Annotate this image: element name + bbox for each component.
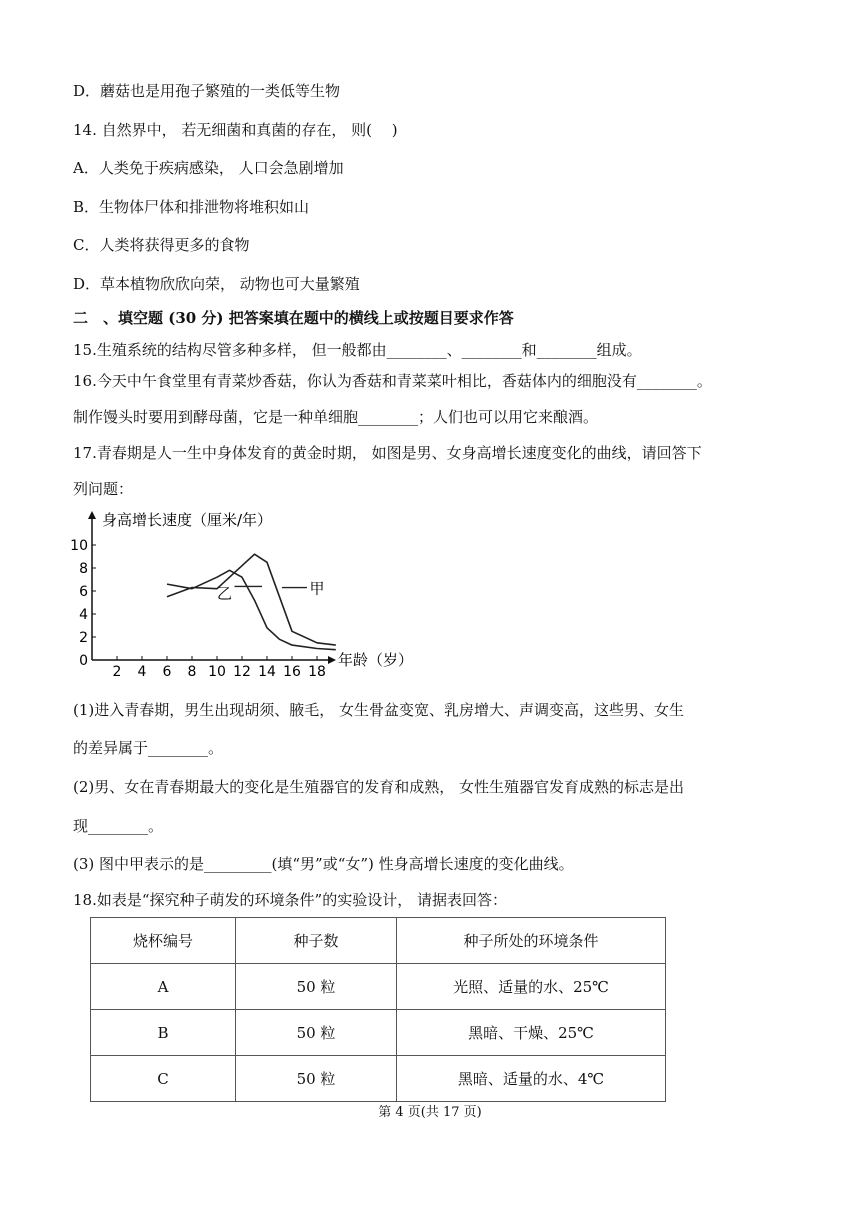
y-tick-label: 2 xyxy=(79,630,88,646)
x-axis-label: 年龄（岁） xyxy=(338,651,414,669)
series-label-yi: 乙 xyxy=(217,584,233,603)
series-label-jia: 甲 xyxy=(309,579,325,598)
question-16-line2: 制作馒头时要用到酵母菌，它是一种单细胞________；人们也可以用它来酿酒。 xyxy=(73,408,599,426)
x-tick-label: 14 xyxy=(258,664,276,680)
option-14a: A．人类免于疾病感染， 人口会急剧增加 xyxy=(73,159,344,177)
table-row xyxy=(91,964,666,1010)
y-axis-label: 身高增长速度（厘米/年） xyxy=(102,511,273,529)
table-cell: 黑暗、适量的水、4℃ xyxy=(397,1056,666,1102)
x-tick-label: 16 xyxy=(283,664,301,680)
option-14c: C．人类将获得更多的食物 xyxy=(73,236,250,254)
y-tick-label: 4 xyxy=(79,607,88,623)
question-17-line1: 17.青春期是人一生中身体发育的黄金时期， 如图是男、女身高增长速度变化的曲线，请回答下 xyxy=(73,444,702,462)
question-17-3: (3) 图中甲表示的是_________(填“男”或“女”) 性身高增长速度的变化曲线。 xyxy=(73,855,574,873)
experiment-table xyxy=(90,917,666,1102)
question-17-1-line2: 的差异属于________。 xyxy=(73,739,224,757)
x-tick-label: 18 xyxy=(308,664,326,680)
x-axis-arrow xyxy=(328,656,336,664)
question-18: 18.如表是“探究种子萌发的环境条件”的实验设计， 请据表回答： xyxy=(73,891,507,909)
table-cell: 光照、适量的水、25℃ xyxy=(397,964,666,1010)
x-tick-label: 12 xyxy=(233,664,251,680)
y-tick-label: 6 xyxy=(79,584,88,600)
question-14: 14. 自然界中， 若无细菌和真菌的存在， 则( ) xyxy=(73,121,398,139)
table-row xyxy=(91,1056,666,1102)
table-cell: 50 粒 xyxy=(236,1056,397,1102)
x-tick-label: 4 xyxy=(137,664,147,680)
header-condition: 种子所处的环境条件 xyxy=(397,918,666,964)
series-line-jia xyxy=(167,554,336,645)
table-cell: C xyxy=(91,1056,236,1102)
x-tick-label: 6 xyxy=(162,664,172,680)
y-axis-arrow xyxy=(88,511,96,519)
table-row xyxy=(91,1010,666,1056)
option-13d: D．蘑菇也是用孢子繁殖的一类低等生物 xyxy=(73,82,341,100)
table-cell: 黑暗、干燥、25℃ xyxy=(397,1010,666,1056)
header-beaker: 烧杯编号 xyxy=(91,918,236,964)
table-header-row xyxy=(91,918,666,964)
height-growth-chart xyxy=(70,505,430,680)
section-2-heading: 二 、填空题 (30 分) 把答案填在题中的横线上或按题目要求作答 xyxy=(73,309,514,327)
table-cell: 50 粒 xyxy=(236,1010,397,1056)
table-cell: B xyxy=(91,1010,236,1056)
question-16-line1: 16.今天中午食堂里有青菜炒香菇，你认为香菇和青菜菜叶相比，香菇体内的细胞没有________。 xyxy=(73,372,712,390)
question-17-2-line1: (2)男、女在青春期最大的变化是生殖器官的发育和成熟， 女性生殖器官发育成熟的标志是出 xyxy=(73,778,685,796)
question-17-line2: 列问题： xyxy=(73,480,134,498)
x-tick-label: 2 xyxy=(112,664,122,680)
question-17-2-line2: 现________。 xyxy=(73,817,164,835)
y-tick-label: 10 xyxy=(70,538,88,554)
y-tick-label: 8 xyxy=(79,561,88,577)
y-tick-label: 0 xyxy=(79,653,88,669)
question-17-1-line1: (1)进入青春期，男生出现胡须、腋毛， 女生骨盆变宽、乳房增大、声调变高，这些男、女生 xyxy=(73,701,685,719)
table-cell: 50 粒 xyxy=(236,964,397,1010)
table-cell: A xyxy=(91,964,236,1010)
x-tick-label: 8 xyxy=(187,664,197,680)
page-footer: 第 4 页(共 17 页) xyxy=(378,1105,482,1120)
header-seed-count: 种子数 xyxy=(236,918,397,964)
chart-plot-area xyxy=(70,511,413,680)
x-tick-label: 10 xyxy=(208,664,226,680)
question-15: 15.生殖系统的结构尽管多种多样， 但一般都由________、________和________组成。 xyxy=(73,341,642,359)
option-14d: D．草本植物欣欣向荣， 动物也可大量繁殖 xyxy=(73,275,360,293)
option-14b: B．生物体尸体和排泄物将堆积如山 xyxy=(73,198,310,216)
